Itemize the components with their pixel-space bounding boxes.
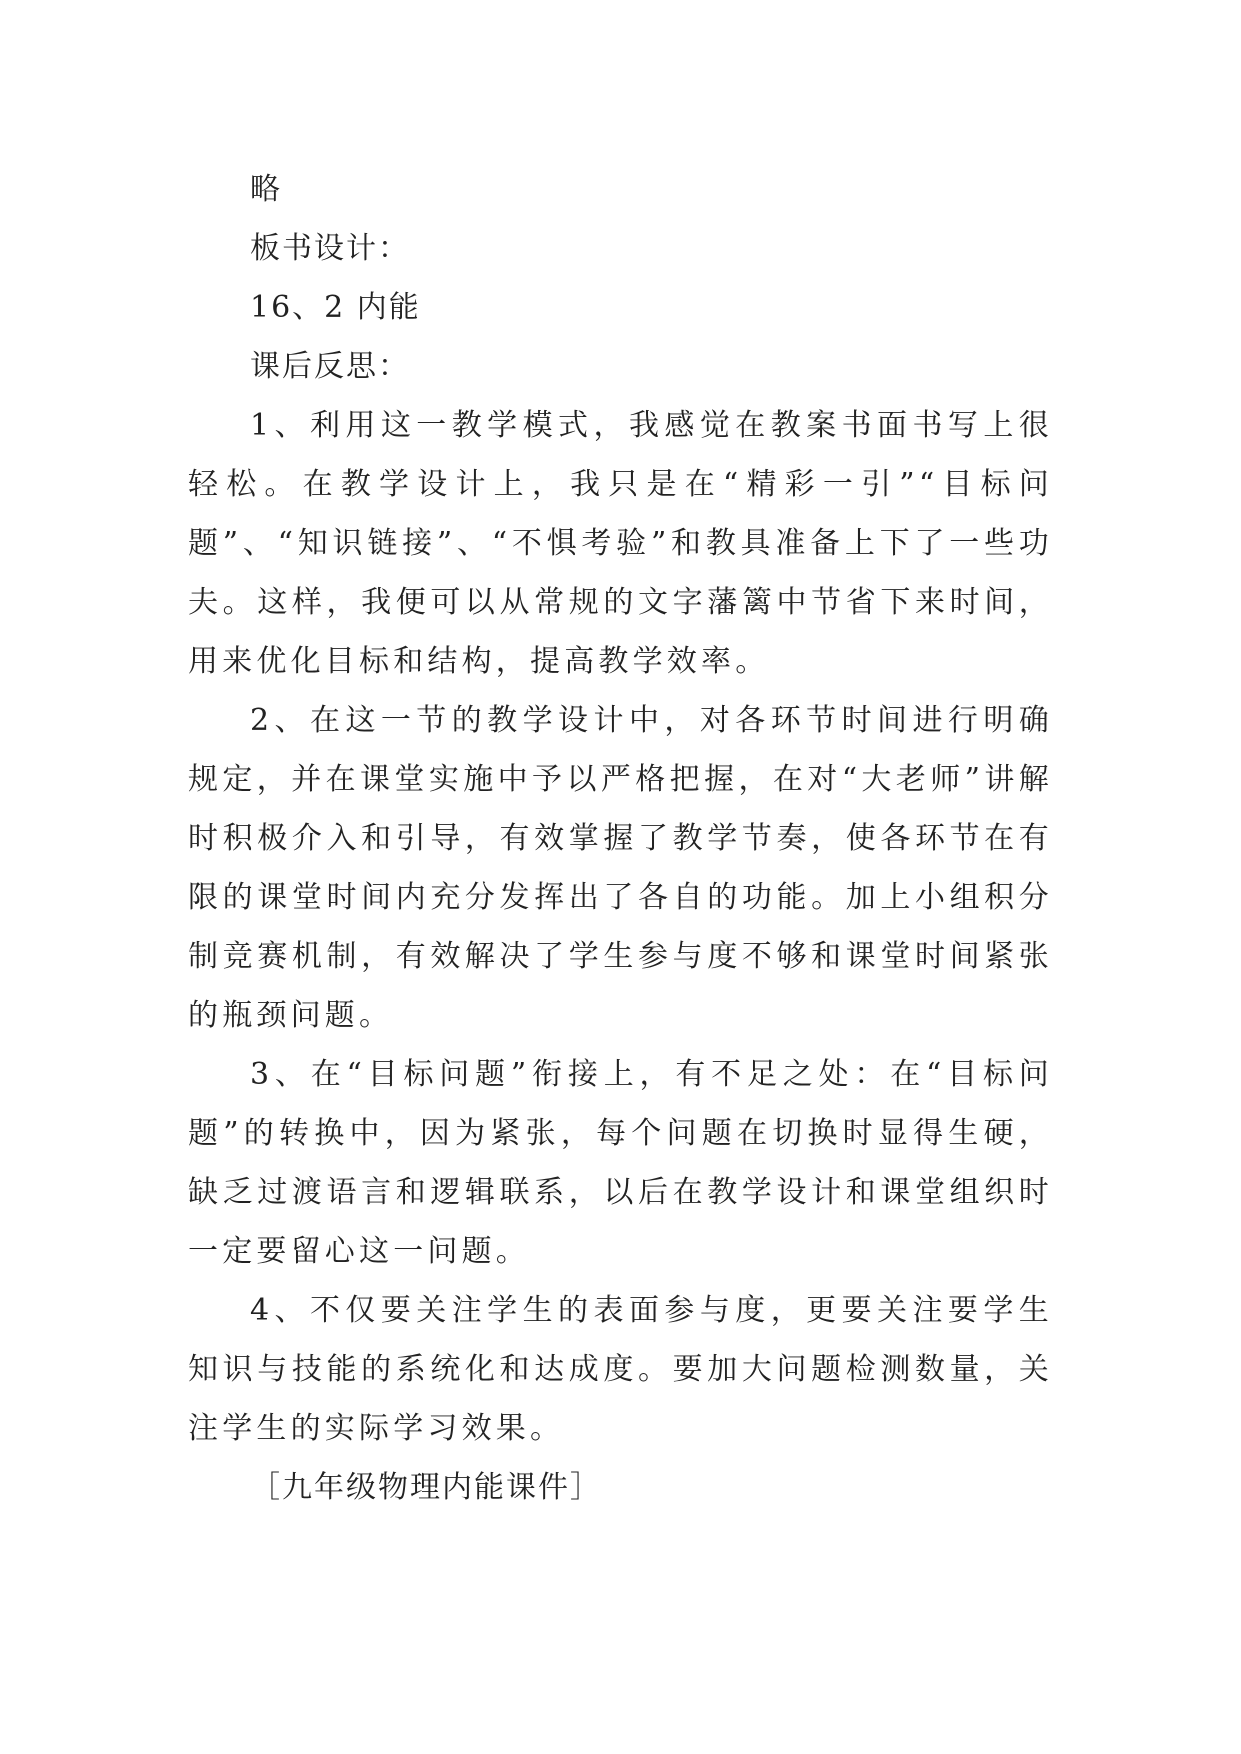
reflection-paragraph-1: 1、利用这一教学模式，我感觉在教案书面书写上很轻松。在教学设计上，我只是在“精彩一引”“目标问题”、“知识链接”、“不惧考验”和教具准备上下了一些功夫。这样，我便可以从常规的文字藩篱中节省下来时间，用来优化目标和结构，提高教学效率。 [188,408,1053,679]
reflection-paragraph-4: 4、不仅要关注学生的表面参与度，更要关注要学生知识与技能的系统化和达成度。要加大问题检测数量，关注学生的实际学习效果。 [188,1293,1053,1446]
footer-tag: ［九年级物理内能课件］ [250,1470,602,1505]
reflection-heading: 课后反思： [250,349,410,384]
document-body [188,160,1053,1517]
reflection-paragraph-3: 3、在“目标问题”衔接上，有不足之处：在“目标问题”的转换中，因为紧张，每个问题在切换时显得生硬，缺乏过渡语言和逻辑联系，以后在教学设计和课堂组织时一定要留心这一问题。 [188,1057,1053,1269]
board-design-heading: 板书设计： [250,231,410,266]
lesson-title: 16、2 内能 [250,290,421,325]
reflection-paragraph-2: 2、在这一节的教学设计中，对各环节时间进行明确规定，并在课堂实施中予以严格把握，在对“大老师”讲解时积极介入和引导，有效掌握了教学节奏，使各环节在有限的课堂时间内充分发挥出了各自的功能。加上小组积分制竞赛机制，有效解决了学生参与度不够和课堂时间紧张的瓶颈问题。 [188,703,1053,1033]
text-line-omitted: 略 [250,172,282,207]
